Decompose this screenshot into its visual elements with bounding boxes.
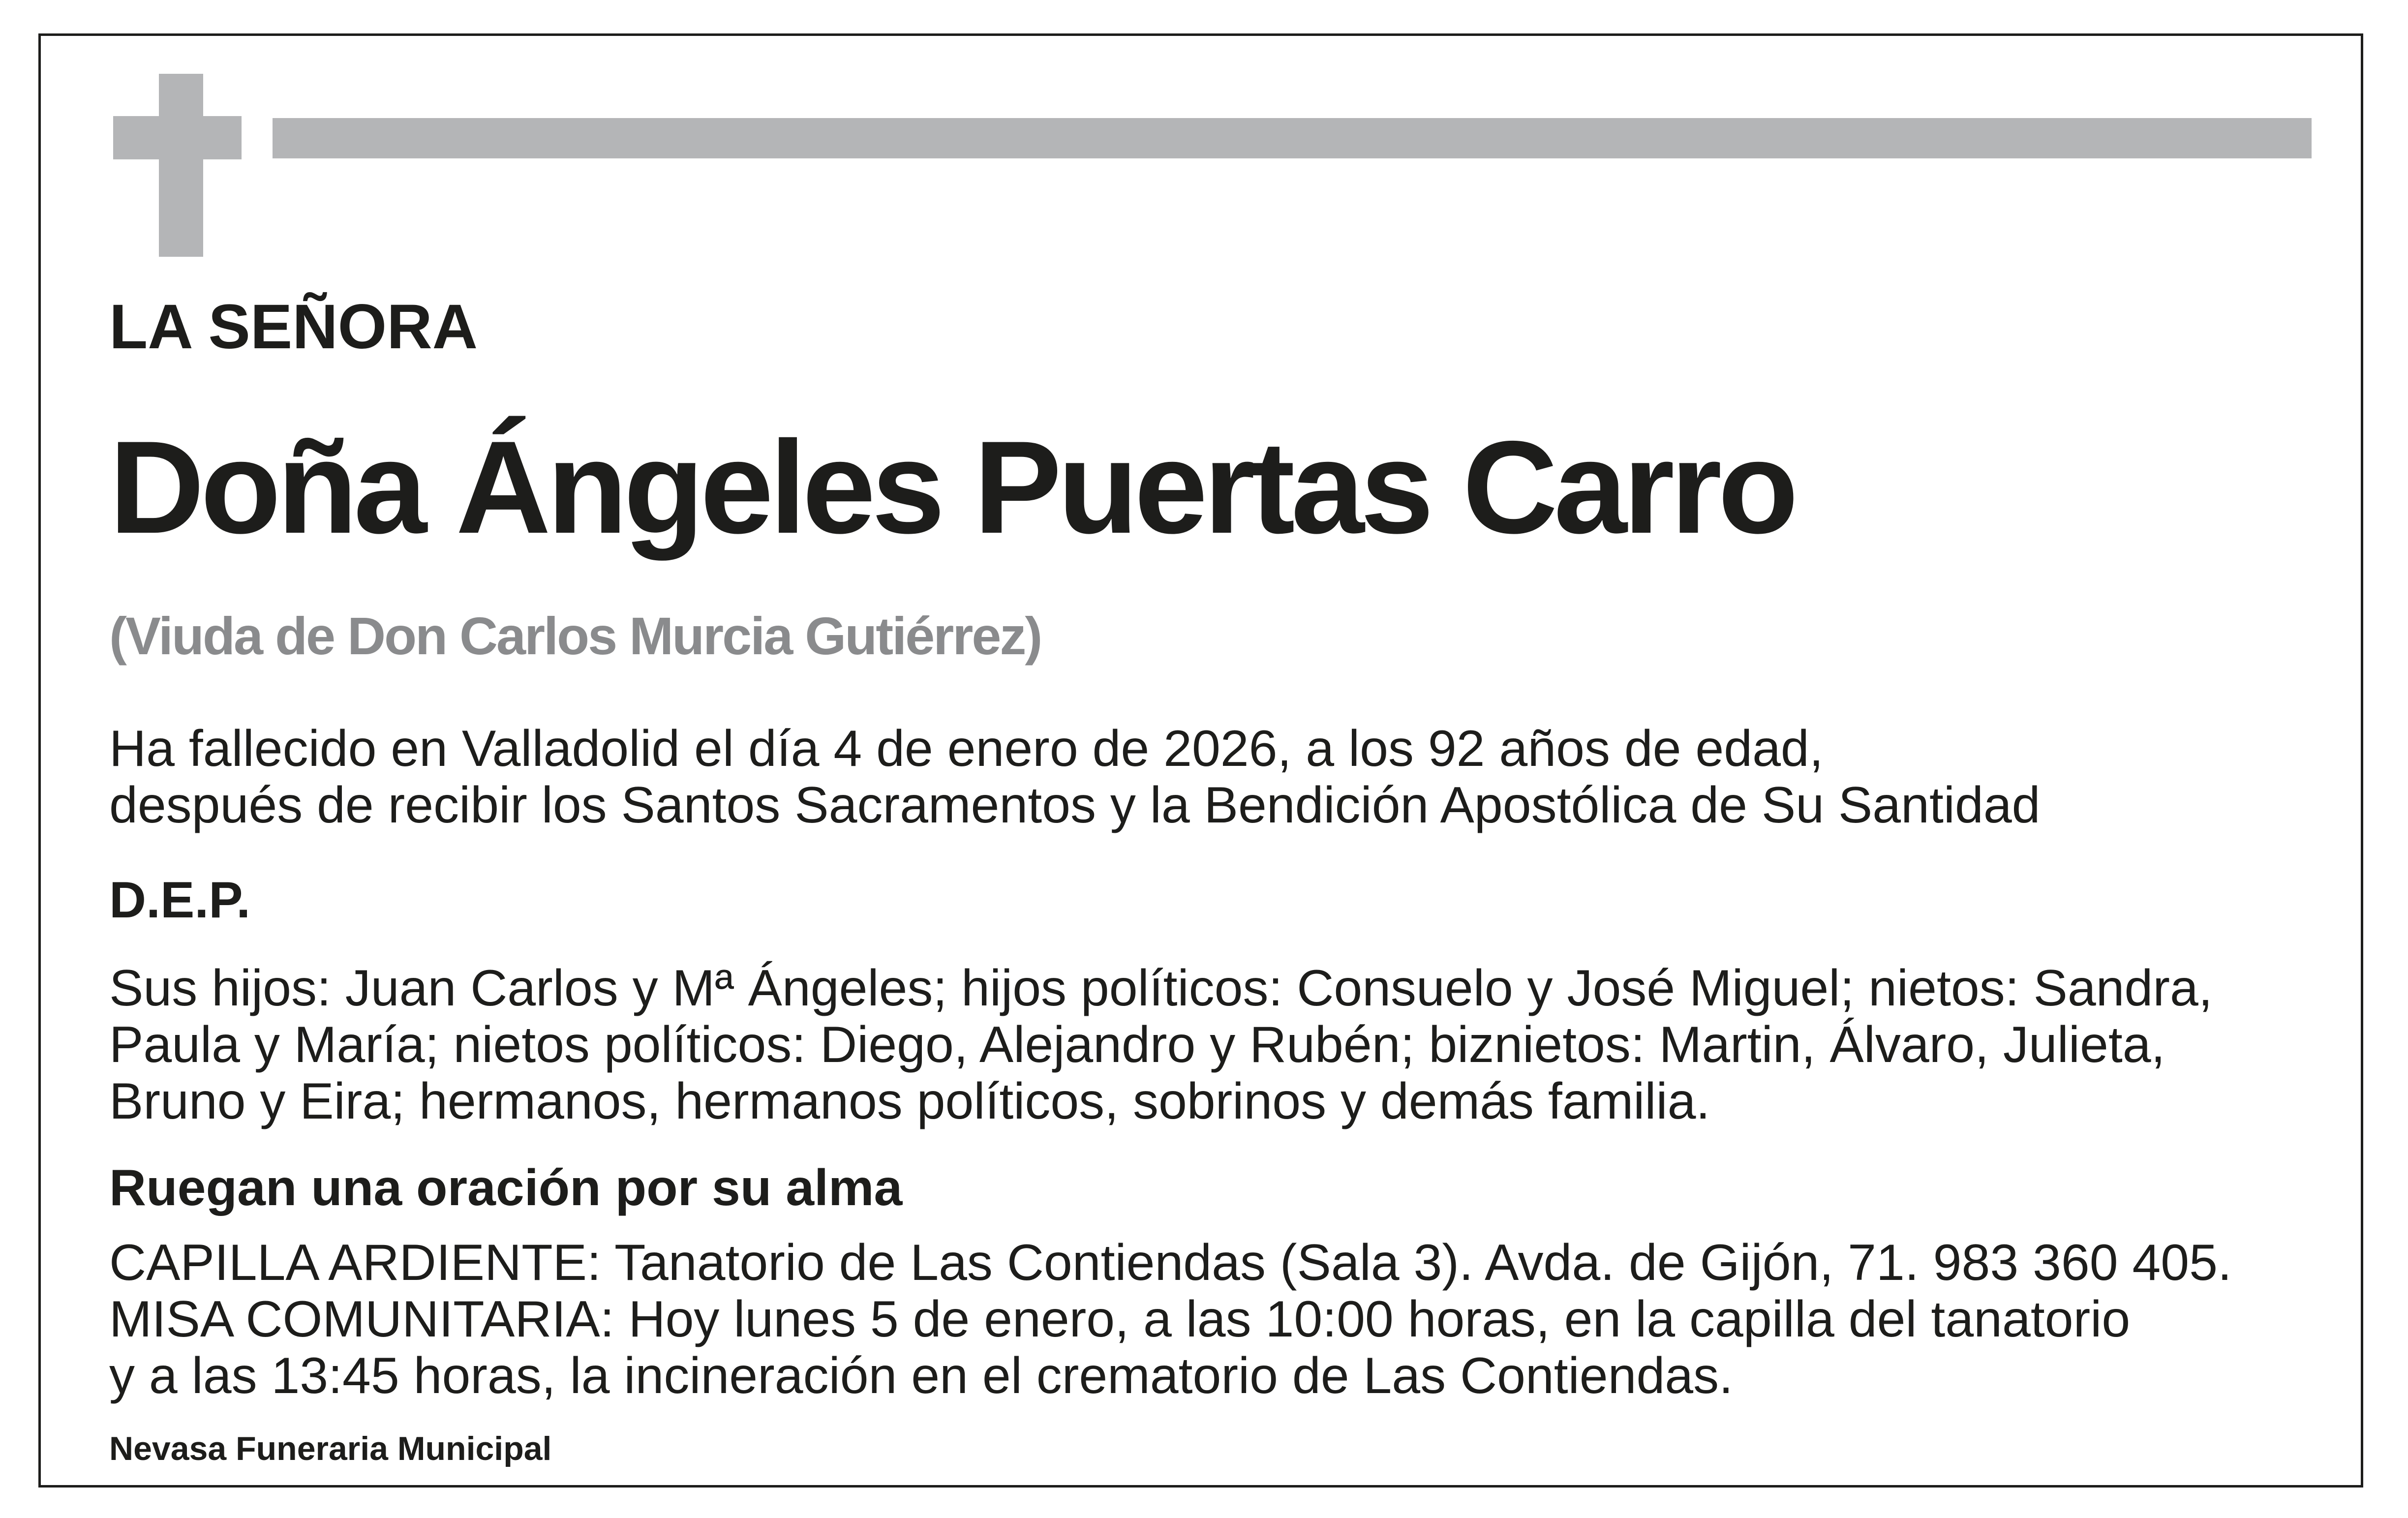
- death-line: después de recibir los Santos Sacramentos y la Bendición Apostólica de Su Santidad: [109, 777, 2041, 834]
- rip-label: D.E.P.: [109, 872, 251, 929]
- service-details: [109, 1235, 2232, 1404]
- family-line: Paula y María; nietos políticos: Diego, Alejandro y Rubén; biznietos: Martin, Álvaro, Julieta,: [109, 1016, 2165, 1073]
- deceased-name: Doña Ángeles Puertas Carro: [109, 413, 1795, 561]
- funeral-home: Nevasa Funeraria Municipal: [109, 1430, 552, 1467]
- prayer-request: Ruegan una oración por su alma: [109, 1159, 903, 1216]
- service-line: CAPILLA ARDIENTE: Tanatorio de Las Contiendas (Sala 3). Avda. de Gijón, 71. 983 360 405.: [109, 1234, 2232, 1291]
- death-line: Ha fallecido en Valladolid el día 4 de enero de 2026, a los 92 años de edad,: [109, 720, 1824, 777]
- family-line: Sus hijos: Juan Carlos y Mª Ángeles; hijos políticos: Consuelo y José Miguel; nietos: Sandra,: [109, 960, 2213, 1017]
- service-line: MISA COMUNITARIA: Hoy lunes 5 de enero, a las 10:00 horas, en la capilla del tanatorio: [109, 1291, 2131, 1348]
- service-line: y a las 13:45 horas, la incineración en el crematorio de Las Contiendas.: [109, 1347, 1734, 1404]
- header-rule: [273, 118, 2312, 158]
- family-line: Bruno y Eira; hermanos, hermanos políticos, sobrinos y demás familia.: [109, 1073, 1710, 1130]
- family-list: [109, 960, 2213, 1130]
- honorific: LA SEÑORA: [109, 292, 478, 362]
- widow-of-subtitle: (Viuda de Don Carlos Murcia Gutiérrez): [109, 606, 1041, 666]
- death-announcement: [109, 721, 2041, 834]
- cross-horizontal-bar: [113, 116, 242, 159]
- cross-vertical-bar: [159, 74, 203, 257]
